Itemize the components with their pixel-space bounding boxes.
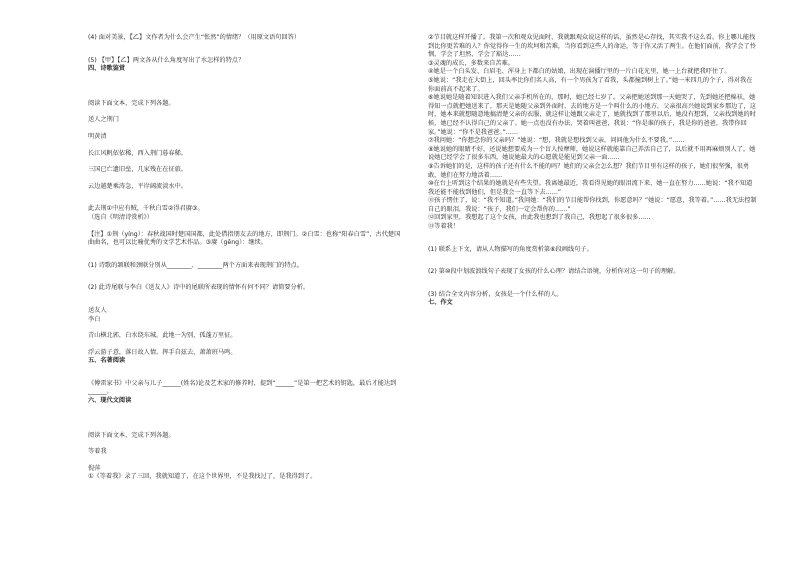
poem-question-1: (1) 诗歌的颔联和颈联分别从________、________两个方面来表现荆门的特点。 (88, 261, 303, 269)
annotation-note: 【注】①荆（yíng）：春秋战国时楚国国都，此处借指朋友去的地方，即荆门。②白雪：也称“阳春白雪”，古代楚国曲曲名，也可以比喻优秀的文学艺术作品。③赓（gēng）：继续。 (88, 230, 401, 247)
essay-question-2: (2) 第⑩段中划波浪线句子表现了女孩的什么心理？请结合语境，分析你对这一句子的理解。 (428, 268, 680, 276)
poem-2-title: 送友人 (88, 306, 107, 314)
poem-1-title: 送人之荆门 (88, 116, 119, 124)
poem-2-line: 青山横北郭，白水绕东城。此地一为别，孤蓬万里征。 (88, 332, 237, 340)
essay-paragraph: ④她是一个白头发、白眉毛、浑身上下都白的姑娘，出现在演播厅里的一片白花光里，她一上台就把我吓住了。 (428, 68, 731, 76)
essay-paragraph: ⑪孩子愣住了，说：“我不知道。”我问她：“我们的节目能帮你找到，你愿意吗？”她说：“愿意，我等着。”……我无法控制自己的眼泪，我说：“孩子，我们一定会帮你的……” (428, 197, 757, 213)
essay-paragraph: ⑤她说：“我走在大街上，回头率比你们名人高，有一个男孩为了看我，头都撞到树上了。”她一米四几的个子，得对我在你面前高不起来了。 (428, 76, 753, 93)
essay-title: 等着我 (88, 448, 107, 456)
poem-1-line: 长江风帆依依稀，西入荆门暮春稀。 (88, 149, 187, 157)
essay-paragraph: ②节目就这样开播了。我第一次和观众见面时，我就跟观众说这样的话，虽然是心存找，其实我不这么看。你上哪儿能找到比你更苦难的人？你觉得你一生的坎坷和苦难，当你看到这些人的命运，等于你又活了两生。在他们面前，我学会了怜悯，学会了坦然，学会了豁达…… (428, 34, 756, 59)
section-5-title: 五、名著阅读 (88, 357, 126, 365)
essay-paragraph: ⑦我问她：“你想念你的父亲吗？”她说：“想，我就是想找到父亲，问问他为什么不要我。”…… (428, 137, 685, 145)
poem-2-author: 李白 (88, 315, 101, 323)
essay-paragraph: ⑧她说她的眼睛不好，还说她想要成为一个盲人按摩师，她说这样就能靠自己养活自己了，以后就不用再麻烦别人了。她说她已经学会了很多东西，她说她最大的心愿就是能见到父亲一面…… (428, 145, 756, 162)
essay-question-3: (3) 结合全文内容分析，女孩是一个什么样的人。 (428, 290, 563, 298)
essay-source: ⑬等着我！ (428, 223, 459, 231)
poem-source: （选自《明清诗赏析》） (88, 213, 153, 221)
question-4: (4) 面对美景，【乙】文作者为什么会产生“怅然”的情绪？（用原文语句回答） (88, 34, 301, 41)
poem-1-line: 三国已亡遗旧垒，几家残在在征旅。 (88, 166, 187, 174)
essay-question-1: (1) 联系上下文，请从人物描写的角度赏析第⑥段画线句子。 (428, 245, 593, 253)
section-4-instruction: 阅读下面文本，完成下列各题。 (88, 99, 175, 107)
section-6-instruction: 阅读下面文本，完成下列各题。 (88, 431, 175, 439)
essay-paragraph: ③灵魂的成长，多数来自苦难。 (428, 59, 514, 67)
poem-1-line: 云边越楚乘涛急，平岸阔流淡水中。 (88, 182, 187, 190)
essay-paragraph: ⑩在台上听到这个结果的她就是有些失望。我离她最近，我看得见她的眼泪流下来，她一直在努力……她说：“我不知道我还能不能找到他们，但是我会一直等下去……” (428, 180, 753, 196)
left-column (88, 34, 406, 482)
essay-paragraph: ⑫回到家里，我想起了这个女孩，由此我也想到了我自己，我想起了很多很多…… (428, 214, 651, 222)
essay-paragraph: ⑨告诉她们的是，这样的孩子还有什么不能的吗？她们的父亲会怎么想？我们节目里有这样的孩子，她们很坚强，很勇敢，她们在努力地活着…… (428, 162, 750, 179)
section-7-title: 七、作文 (428, 299, 453, 307)
poem-1-author: 明黄清 (88, 132, 107, 140)
right-column (428, 34, 758, 308)
essay-paragraph: ⑥她说她是随着知识进入我们父亲手机所在的，那时，她已经七岁了。父亲把她送到那一天她哭了，先到她还把棉袄，她得知一点就把她送来了，那天是她随父亲到外面时，去的地方是一个叫什么的小地方，父亲很高兴她说到家乡那边了，这时，她本来就想随意地搞清楚父亲的衣服，就这样让她跟父亲走了，她就找到了那里以后，她没有想到，父亲找到她的时候，她已经不认得自己的父亲了。她一点也没有办法，哭着叫爸爸，我说：“你是谁的孩子，我是你的爸爸，我带你回家。”她说：“你不是我爸爸。”…… (428, 94, 756, 136)
poem-question-2: (2) 此诗尾联与李白《送友人》诗中的尾联所表现的情怀有何不同？请简要分析。 (88, 284, 310, 292)
poem-1-last-line: 此去荆①中应有贼，千秋白雪②得君赓③。 (88, 205, 204, 213)
section-6-title: 六、现代文阅读 (88, 397, 132, 405)
essay-author: 倪萍 (88, 464, 101, 472)
section-4-title: 四、诗歌鉴赏 (88, 65, 126, 73)
poem-2-line: 浮云游子意，落日故人情。挥手自兹去，萧萧班马鸣。 (88, 348, 237, 356)
question-5: (5) 【甲】【乙】两文各从什么角度写出了水怎样的特点？ (88, 56, 245, 64)
essay-paragraph-1: ①《等着我》录了三回，我就知道了，在这个世界里，不是我找过了，是我得到了。 (88, 473, 317, 481)
section-5-text: 《傅雷家书》中父亲与儿子______(姓名)论及艺术家的修养时，提到“______”是第一把艺术的钥匙，最后才能达到______。 (88, 379, 397, 396)
